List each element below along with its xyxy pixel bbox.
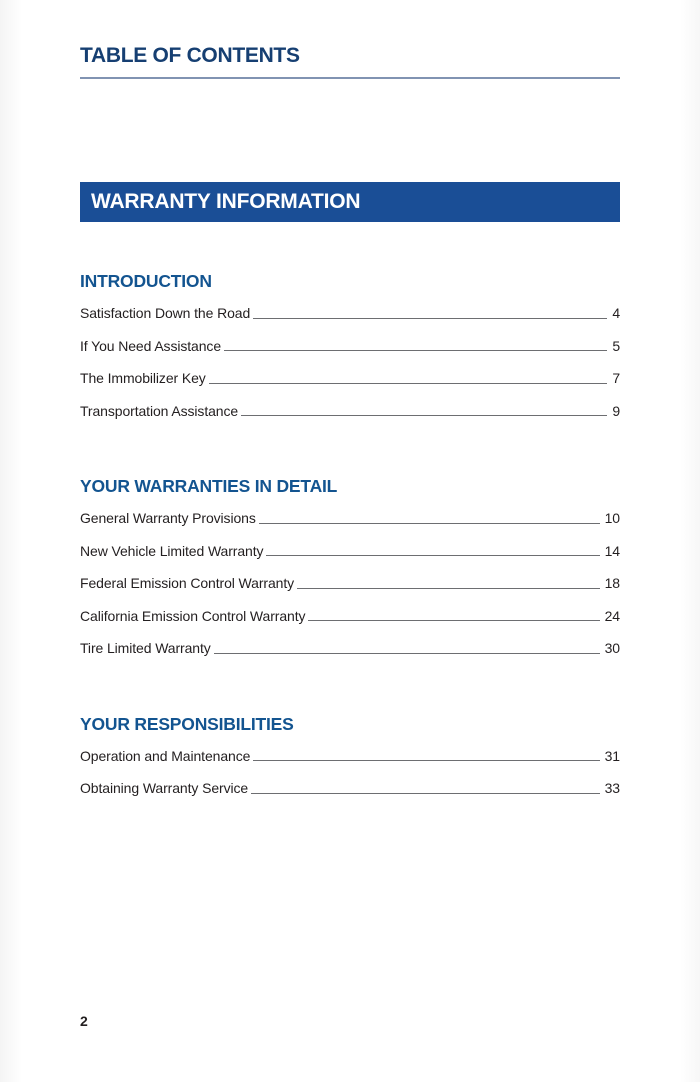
leader-line bbox=[224, 350, 607, 351]
toc-entry bbox=[80, 395, 620, 428]
leader-line bbox=[241, 415, 607, 416]
warranty-information-banner bbox=[80, 182, 620, 222]
leader-line bbox=[214, 653, 600, 654]
toc-rows bbox=[80, 297, 620, 427]
toc-entry-page: 10 bbox=[604, 510, 620, 527]
toc-entry-page: 24 bbox=[604, 607, 620, 624]
toc-section-introduction bbox=[80, 270, 620, 427]
toc-entry bbox=[80, 567, 620, 600]
leader-line bbox=[251, 793, 600, 794]
toc-entry-page: 31 bbox=[604, 747, 620, 764]
toc-entry bbox=[80, 600, 620, 633]
section-heading: YOUR WARRANTIES IN DETAIL bbox=[80, 476, 338, 496]
toc-entry-label: New Vehicle Limited Warranty bbox=[80, 542, 264, 559]
toc-entry-label: Operation and Maintenance bbox=[80, 747, 251, 764]
toc-entry-label: Satisfaction Down the Road bbox=[80, 305, 251, 322]
footer-page-number: 2 bbox=[80, 1013, 88, 1029]
leader-line bbox=[209, 383, 608, 384]
leader-line bbox=[297, 588, 600, 589]
toc-entry-label: Transportation Assistance bbox=[80, 402, 239, 419]
banner-label: WARRANTY INFORMATION bbox=[91, 190, 361, 213]
toc-entry bbox=[80, 330, 620, 363]
toc-rows bbox=[80, 740, 620, 805]
page-content bbox=[80, 0, 620, 805]
toc-entry bbox=[80, 740, 620, 773]
toc-entry-label: Federal Emission Control Warranty bbox=[80, 575, 295, 592]
toc-entry-label: If You Need Assistance bbox=[80, 337, 222, 354]
toc-entry bbox=[80, 297, 620, 330]
leader-line bbox=[266, 555, 599, 556]
toc-entry bbox=[80, 772, 620, 805]
toc-entry bbox=[80, 632, 620, 665]
leader-line bbox=[308, 620, 599, 621]
toc-section-your-responsibilities bbox=[80, 713, 620, 805]
toc-entry-page: 5 bbox=[612, 337, 620, 354]
leader-line bbox=[253, 318, 607, 319]
toc-rows bbox=[80, 502, 620, 665]
toc-section-your-warranties-in-detail bbox=[80, 475, 620, 665]
toc-entry-page: 14 bbox=[604, 542, 620, 559]
toc-entry-label: California Emission Control Warranty bbox=[80, 607, 306, 624]
leader-line bbox=[259, 523, 600, 524]
toc-entry-label: Tire Limited Warranty bbox=[80, 640, 211, 657]
toc-entry bbox=[80, 502, 620, 535]
toc-entry bbox=[80, 362, 620, 395]
toc-entry-label: General Warranty Provisions bbox=[80, 510, 256, 527]
toc-entry-page: 18 bbox=[604, 575, 620, 592]
section-heading: INTRODUCTION bbox=[80, 271, 212, 291]
toc-entry-label: Obtaining Warranty Service bbox=[80, 780, 249, 797]
toc-entry-page: 7 bbox=[612, 370, 620, 387]
toc-entry-page: 33 bbox=[604, 780, 620, 797]
toc-entry-label: The Immobilizer Key bbox=[80, 370, 206, 387]
toc-entry-page: 9 bbox=[612, 402, 620, 419]
page-title: TABLE OF CONTENTS bbox=[80, 44, 620, 79]
toc-entry bbox=[80, 535, 620, 568]
leader-line bbox=[253, 760, 599, 761]
toc-entry-page: 30 bbox=[604, 640, 620, 657]
toc-entry-page: 4 bbox=[612, 305, 620, 322]
section-heading: YOUR RESPONSIBILITIES bbox=[80, 713, 294, 734]
